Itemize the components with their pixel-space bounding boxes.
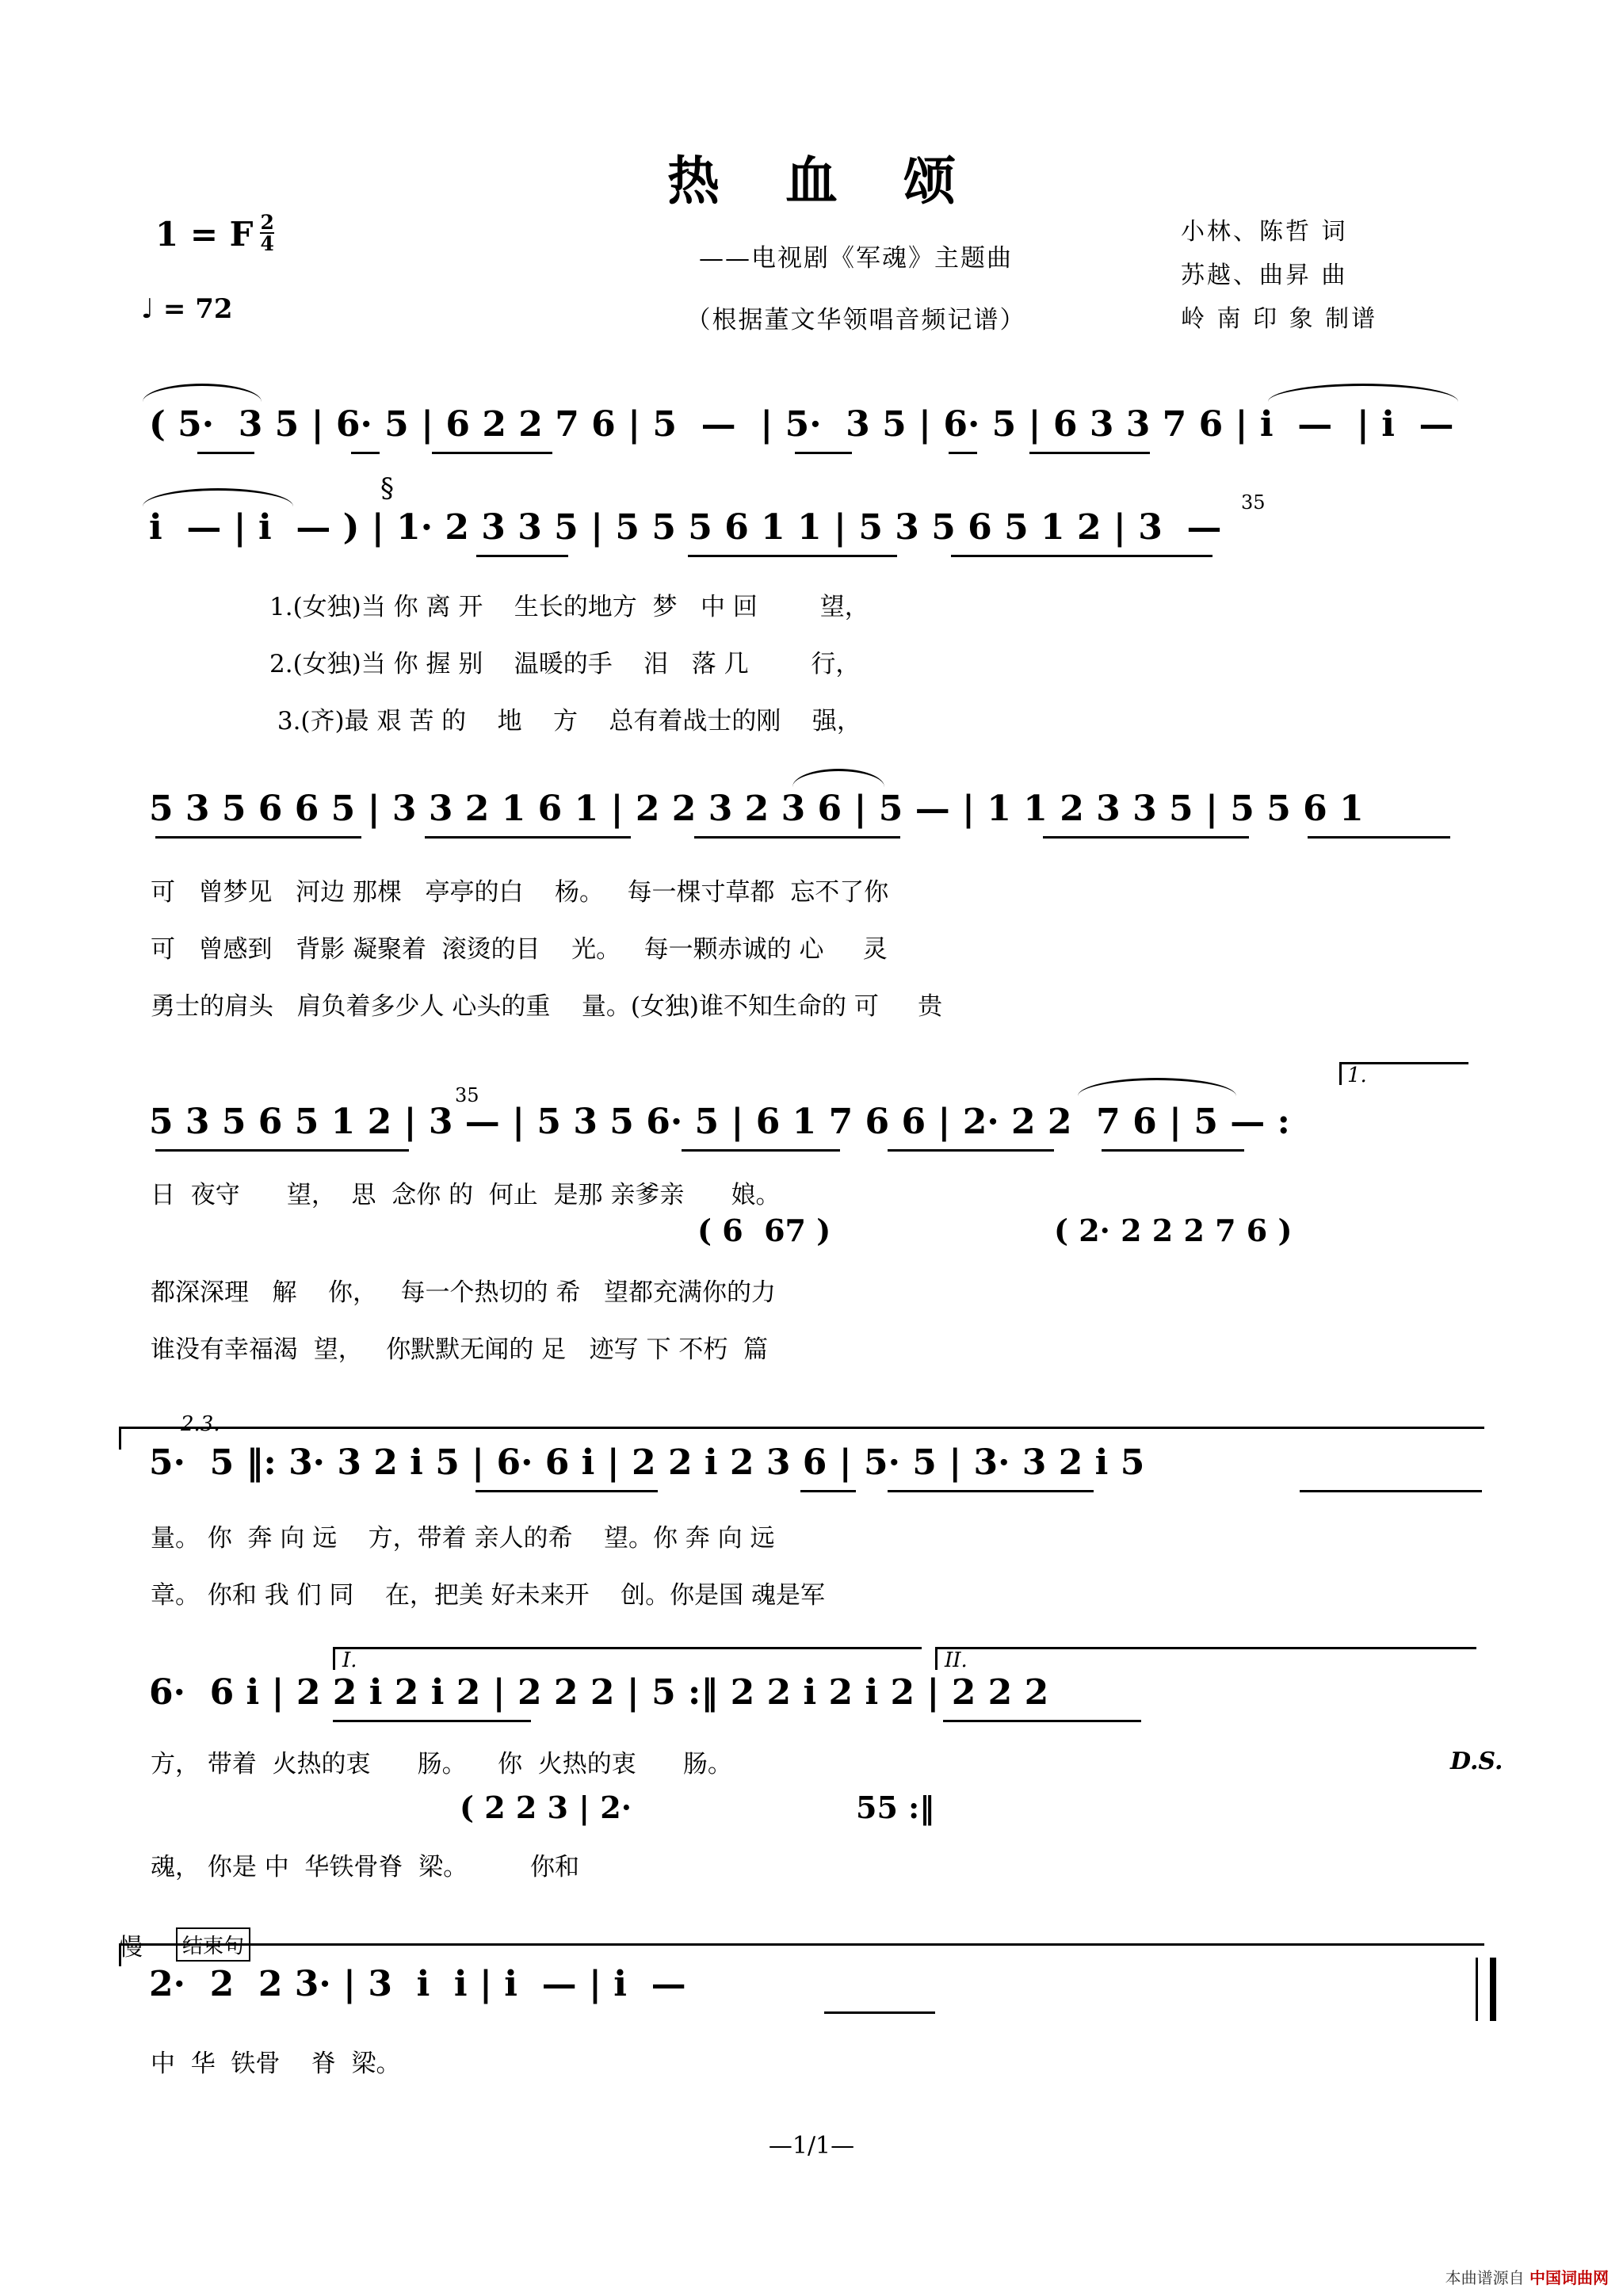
ending-label-II: II. — [945, 1648, 968, 1672]
beam — [1043, 836, 1249, 839]
beam — [155, 1149, 409, 1152]
ds-mark: D.S. — [1450, 1748, 1503, 1775]
beam — [1102, 1149, 1244, 1152]
key-signature-label: 1 = F — [155, 215, 254, 254]
ending-bracket-I — [333, 1647, 922, 1670]
beam — [425, 836, 631, 839]
beam — [475, 1490, 658, 1492]
beam — [888, 1149, 1054, 1152]
system-6-notes: 6· 6 i | 2 2 i 2 i 2 | 2 2 2 | 5 :‖ 2 2 i 2 i 2 | 2 2 2 — [149, 1672, 1049, 1713]
tempo-marking: ♩ = 72 — [141, 293, 233, 325]
time-signature: $\frac{2}{4}$ — [260, 211, 274, 255]
lyric-verse-3: 勇士的肩头 肩负着多少人 心头的重 量。(女独)谁不知生命的 可 贵 — [151, 992, 943, 1021]
beam — [688, 555, 897, 557]
footer-brand[interactable]: 中国词曲网 — [1529, 2268, 1609, 2287]
lyric-verse-2: 章。 你和 我 们 同 在，把美 好未来开 创。你是国 魂是军 — [151, 1581, 825, 1610]
beam — [1308, 836, 1450, 839]
ending-label-I: I. — [342, 1648, 357, 1672]
system-3-notes: 5 3 5 6 6 5 | 3 3 2 1 6 1 | 2 2 3 2 3 6 | 5 — | 1 1 2 3 3 5 | 5 5 6 1 — [149, 789, 1364, 829]
lyric-verse-2: 魂， 你是 中 华铁骨脊 梁。 你和 — [151, 1853, 579, 1881]
system-4-notes: 5 3 5 6 5 1 2 | 3 — | 5 3 5 6· 5 | 6 1 7 6 6 | 2· 2 2 7 6 | 5 — : — [149, 1102, 1290, 1142]
beam — [351, 452, 380, 454]
beam — [1300, 1490, 1482, 1492]
alt-notes-2: ( 2· 2 2 2 7 6 ) — [1054, 1213, 1293, 1248]
beam — [800, 1490, 856, 1492]
beam — [432, 452, 552, 454]
lyric-verse-1: 方， 带着 火热的衷 肠。 你 火热的衷 肠。 — [151, 1750, 732, 1778]
lyric-verse-1: 1.(女独)当 你 离 开 生长的地方 梦 中 回 望， — [269, 593, 869, 621]
beam — [694, 836, 900, 839]
beam — [476, 555, 568, 557]
lyric-verse-1: 可 曾梦见 河边 那棵 亭亭的白 杨。 每一棵寸草都 忘不了你 — [151, 878, 889, 907]
system-1-notes: ( 5· 3 5 | 6· 5 | 6 2 2 7 6 | 5 — | 5· 3 5 | 6· 5 | 6 3 3 7 6 | i — | i — — [149, 404, 1454, 445]
alt-notes-3: ( 2 2 3 | 2· — [460, 1790, 643, 1825]
credit-lyricist: 小林、陈哲 词 — [1181, 218, 1348, 246]
credit-arranger: 岭 南 印 象 制谱 — [1181, 305, 1378, 333]
final-barline-thin — [1476, 1958, 1478, 2021]
lyric-verse-2: 都深深理 解 你， 每一个热切的 希 望都充满你的力 — [151, 1278, 776, 1307]
beam — [1029, 452, 1150, 454]
credit-composer: 苏越、曲昇 曲 — [1181, 262, 1348, 289]
beam — [155, 836, 361, 839]
final-barline — [1490, 1958, 1496, 2021]
beam — [197, 452, 254, 454]
subtitle-drama: ——电视剧《军魂》主题曲 — [699, 244, 1013, 273]
system-5-notes: 5· 5 ‖: 3· 3 2 i 5 | 6· 6 i | 2 2 i 2 3 6 | 5· 5 | 3· 3 2 i 5 — [149, 1442, 1145, 1483]
footer-source-text: 本曲谱源自 — [1445, 2268, 1525, 2287]
slur — [792, 769, 884, 787]
lyric-verse-2: 可 曾感到 背影 凝聚着 滚烫的目 光。 每一颗赤诚的 心 灵 — [151, 935, 888, 964]
final-bracket — [119, 1943, 1484, 1966]
tempo-slow-mark: 慢 — [119, 1934, 143, 1962]
lyric-verse-1: 量。 你 奔 向 远 方，带着 亲人的希 望。你 奔 向 远 — [151, 1524, 775, 1553]
beam — [888, 1490, 1094, 1492]
beam — [795, 452, 852, 454]
beam — [949, 452, 977, 454]
slur — [1078, 1078, 1236, 1096]
slur — [143, 488, 293, 506]
footer-source — [1445, 2265, 1609, 2288]
lyric-verse-3: 3.(齐)最 艰 苦 的 地 方 总有着战士的刚 强， — [269, 707, 861, 735]
lyric-final: 中 华 铁骨 脊 梁。 — [151, 2050, 401, 2078]
subtitle-source: （根据董文华领唱音频记谱） — [685, 306, 1026, 334]
slur — [1268, 384, 1458, 402]
ending-label-23: 2.3. — [181, 1412, 220, 1436]
tuplet-35-label: 35 — [1241, 491, 1266, 514]
beam — [682, 1149, 840, 1152]
beam — [943, 1720, 1141, 1722]
beam — [333, 1720, 531, 1722]
alt-notes-4: 55 :‖ — [856, 1790, 935, 1825]
lyric-verse-1: 日 夜守 望， 思 念你 的 何止 是那 亲爹亲 娘。 — [151, 1181, 781, 1209]
slur — [143, 384, 262, 402]
segno-mark: § — [380, 472, 394, 504]
lyric-verse-2: 2.(女独)当 你 握 别 温暖的手 泪 落 几 行， — [269, 650, 861, 678]
ending-label-1: 1. — [1347, 1064, 1367, 1087]
ending-section-label: 结束句 — [176, 1927, 250, 1962]
beam — [951, 555, 1212, 557]
key-signature — [155, 212, 274, 254]
page-number: —1/1— — [768, 2132, 855, 2160]
ending-bracket-II — [935, 1647, 1476, 1670]
alt-notes-1: ( 6 67 ) — [697, 1213, 831, 1248]
lyric-verse-3: 谁没有幸福渴 望， 你默默无闻的 足 迹写 下 不朽 篇 — [151, 1335, 769, 1364]
beam — [824, 2011, 935, 2014]
tuplet-35-label: 35 — [455, 1084, 479, 1106]
page-title: 热 血 颂 — [667, 150, 980, 212]
credits-block — [1181, 210, 1377, 341]
system-2-notes: i — | i — ) | 1· 2 3 3 5 | 5 5 5 6 1 1 | 5 3 5 6 5 1 2 | 3 — — [149, 507, 1222, 548]
system-7-notes: 2· 2 2 3· | 3 i i | i — | i — — [149, 1964, 686, 2004]
